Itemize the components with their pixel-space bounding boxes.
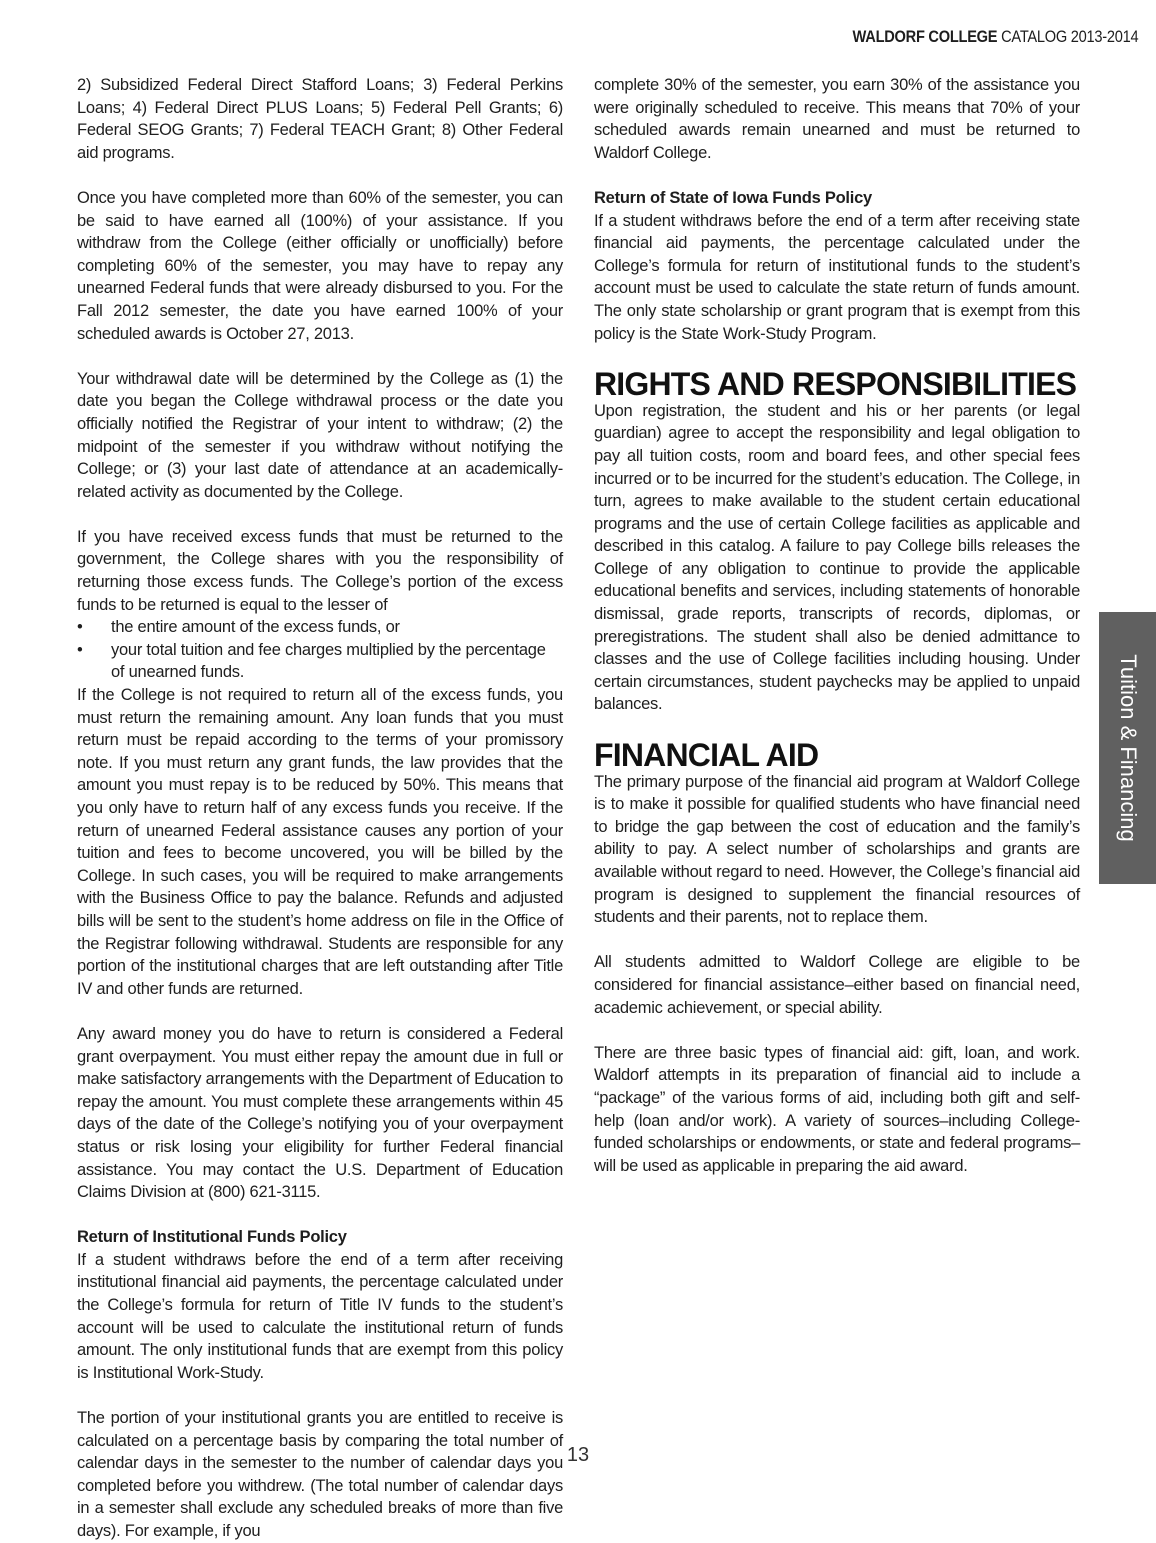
- bullet-list: [77, 616, 563, 684]
- header-catalog: CATALOG 2013-2014: [1000, 27, 1138, 46]
- running-header: [852, 27, 1138, 47]
- paragraph: There are three basic types of financial aid: gift, loan, and work. Waldorf attempts in its preparation of financial aid to include a “package” of the various forms of aid, including both gift and self-help (loan and/or work). A variety of sources–including College-funded scholarships or endowments, or state and federal programs–will be used as applicable in preparing the aid award.: [594, 1043, 1080, 1175]
- section-heading-rights: RIGHTS AND RESPONSIBILITIES: [594, 365, 1077, 402]
- section-heading-iowa-funds: Return of State of Iowa Funds Policy: [594, 188, 872, 207]
- section-heading-financial-aid: FINANCIAL AID: [594, 736, 819, 773]
- section-side-tab: [1099, 612, 1156, 884]
- page-number: 13: [566, 1444, 590, 1466]
- list-item: • the entire amount of the excess funds, or: [77, 616, 563, 639]
- paragraph: Your withdrawal date will be determined by the College as (1) the date you began the College withdrawal process or the date you officially notified the Registrar of your intent to withdraw; (2) the midpoint of the semester if you withdraw without notifying the College; or (3) your last date of attendance at an academically-related activity as documented by the College.: [77, 369, 563, 501]
- paragraph: All students admitted to Waldorf College are eligible to be considered for financial assistance–either based on financial need, academic achievement, or special ability.: [594, 953, 1080, 1017]
- paragraph: Once you have completed more than 60% of the semester, you can be said to have earned all (100%) of your assistance. If you withdraw from the College (either officially or unofficially) before completing 60% of the semester, you may have to repay any unearned Federal funds that were already disbursed to you. For the Fall 2012 semester, the date you have earned 100% of your scheduled awards is October 27, 2013.: [77, 188, 563, 343]
- section-heading-institutional-funds: Return of Institutional Funds Policy: [77, 1228, 347, 1247]
- paragraph: complete 30% of the semester, you earn 30% of the assistance you were originally scheduled to receive. This means that 70% of your scheduled awards remain unearned and must be returned to Waldorf College.: [594, 76, 1080, 162]
- paragraph: The portion of your institutional grants you are entitled to receive is calculated on a percentage basis by comparing the total number of calendar days in the semester to the number of calendar days you completed before you withdrew. (The total number of calendar days in a semester shall exclude any scheduled breaks of more than five days). For example, if you: [77, 1409, 563, 1540]
- right-column: [594, 74, 1080, 1200]
- side-tab-label: Tuition & Financing: [1115, 654, 1141, 842]
- paragraph: If the College is not required to return all of the excess funds, you must return the remaining amount. Any loan funds that you must return must be repaid according to the terms of your promissory note. If you must return any grant funds, the law provides that the amount you must repay is to be reduced by 50%. This means that you only have to return half of any excess funds you receive. If the return of unearned Federal assistance causes any portion of your tuition and fees to become uncovered, you will be billed by the College. In such cases, you will be required to make arrangements with the Business Office to pay the balance. Refunds and adjusted bills will be sent to the student’s home address on file in the Office of the Registrar following withdrawal. Students are responsible for any portion of the institutional charges that are left outstanding after Title IV and other funds are returned.: [77, 686, 563, 998]
- paragraph: The primary purpose of the financial aid program at Waldorf College is to make it possible for qualified students who have financial need to bridge the gap between the cost of education and the family’s ability to pay. A select number of scholarships and grants are available without regard to need. However, the College’s financial aid program is designed to supplement the financial resources of students and their parents, not to replace them.: [594, 772, 1080, 927]
- paragraph: If a student withdraws before the end of a term after receiving institutional financial aid payments, the percentage calculated under the College’s formula for return of Title IV funds to the student’s account will be used to calculate the institutional return of funds amount. The only institutional funds that are exempt from this policy is Institutional Work-Study.: [77, 1250, 563, 1382]
- header-college: WALDORF COLLEGE: [852, 27, 997, 46]
- paragraph: If a student withdraws before the end of a term after receiving state financial aid payments, the percentage calculated under the College’s formula for return of institutional funds to the student’s account must be used to calculate the state return of funds amount. The only state scholarship or grant program that is exempt from this policy is the State Work-Study Program.: [594, 211, 1080, 343]
- paragraph: 2) Subsidized Federal Direct Stafford Loans; 3) Federal Perkins Loans; 4) Federal Direct PLUS Loans; 5) Federal Pell Grants; 6) Federal SEOG Grants; 7) Federal TEACH Grant; 8) Other Federal aid programs.: [77, 76, 563, 162]
- list-item: • your total tuition and fee charges multiplied by the percentage of unearned funds.: [77, 639, 563, 684]
- paragraph: Any award money you do have to return is considered a Federal grant overpayment. You must either repay the amount due in full or make satisfactory arrangements with the Department of Education to repay the amount. You must complete these arrangements within 45 days of the date of the College’s notifying you of your overpayment status or risk losing your eligibility for further Federal financial assistance. You may contact the U.S. Department of Education Claims Division at (800) 621-3115.: [77, 1024, 563, 1202]
- paragraph: If you have received excess funds that must be returned to the government, the College shares with you the responsibility of returning those excess funds. The College’s portion of the excess funds to be returned is equal to the lesser of: [77, 527, 563, 614]
- paragraph: Upon registration, the student and his or her parents (or legal guardian) agree to accept the responsibility and legal obligation to pay all tuition costs, room and board fees, and other special fees incurred or to be incurred for the student’s education. The College, in turn, agrees to make available to the student certain educational programs and the use of certain College facilities as applicable and described in this catalog. A failure to pay College bills releases the College of any obligation to continue to provide the applicable educational benefits and services, including statements of honorable dismissal, grade reports, transcripts of records, diplomas, or preregistrations. The student shall also be denied admittance to classes and the use of College facilities including housing. Under certain circumstances, student paychecks may be applied to unpaid balances.: [594, 401, 1080, 714]
- left-column: [77, 74, 563, 1543]
